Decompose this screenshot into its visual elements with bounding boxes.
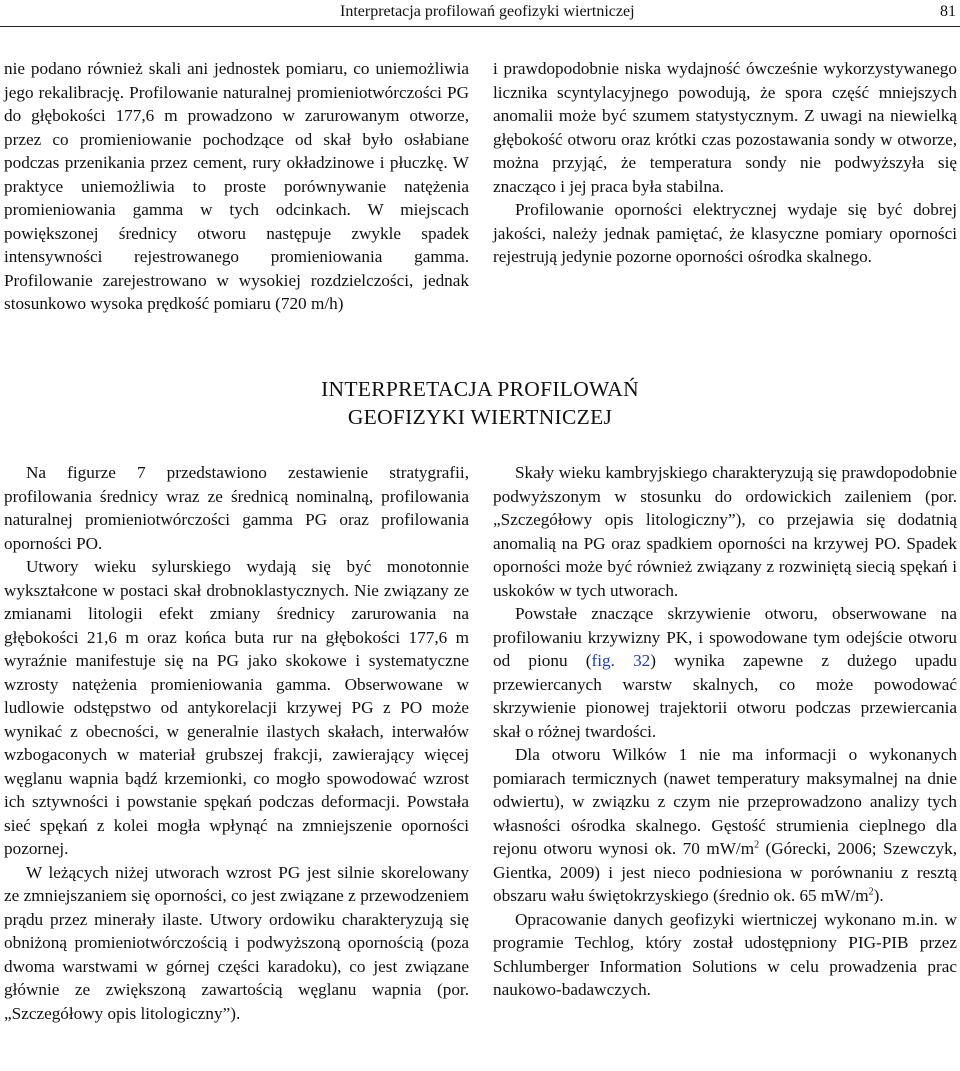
paragraph-text: Powstałe znaczące skrzywienie otworu, obserwowane na profilowaniu krzywizny PK, i spowodowane tym odejście otworu od pionu ( [493, 604, 957, 670]
top-left-column [4, 57, 469, 316]
paragraph: Na figurze 7 przedstawiono zestawienie stratygrafii, profilowania średnicy wraz ze średnicą nominalną, profilowania naturalnej promieniotwórczości gamma PG oraz profilowania oporności PO. [4, 463, 469, 553]
paragraph [493, 743, 957, 908]
superscript: 2 [868, 886, 874, 898]
paragraph [493, 602, 957, 743]
running-title: Interpretacja profilowań geofizyki wiertniczej [340, 3, 635, 20]
section-heading-line-1: INTERPRETACJA PROFILOWAŃ [321, 377, 639, 401]
paragraph-text: ) wynika zapewne z dużego upadu przewiercanych warstw skalnych, co może powodować skrzywienie pionowej trajektorii otworu podczas przewiercania skał o różnej twardości. [493, 651, 958, 741]
paragraph-text: Dla otworu Wilków 1 nie ma informacji o wykonanych pomiarach termicznych (nawet temperatury maksymalnej na dnie odwiertu), w związku z czym nie przeprowadzono analizy tych własności ośrodka skalnego. Gęstość strumienia cieplnego dla rejonu otworu wynosi ok. 70 mW/m [493, 745, 957, 858]
paragraph-text: (Górecki, 2006; Szewczyk, Gientka, 2009) i jest nieco podniesiona w porównaniu z resztą obszaru wału świętokrzyskiego (średnio ok. 65 mW/m [493, 839, 957, 905]
paragraph: Skały wieku kambryjskiego charakteryzują się prawdopodobnie podwyższonym w stosunku do ordowickich zaileniem (por. „Szczegółowy opis litologiczny”), co przejawia się dodatnią anomalią na PG oraz spadkiem oporności na krzywej PO. Spadek oporności może być również związany z rozwiniętą siecią spękań i uskoków w tych utworach. [493, 463, 957, 600]
page-number: 81 [940, 3, 956, 20]
section-heading [0, 375, 960, 431]
figure-reference-link[interactable]: fig. 32 [591, 651, 651, 670]
paragraph: Utwory wieku sylurskiego wydają się być monotonnie wykształcone w postaci skał drobnoklastycznych. Nie związany ze zmianami litologii efekt zmiany średnicy zarurowania na głębokości 21,6 m oraz końca buta rur na głębokości 177,6 m wyraźnie manifestuje się na PG jako skokowe i systematyczne wzrosty natężenia promieniowania gamma. Obserwowane w ludlowie odstępstwo od antykorelacji krzywej PG z PO może wynikać z obecności, w generalnie ilastych skałach, interwałów wzbogaconych w materiał grubszej frakcji, zawierający więcej węglanu wapnia bądź krzemionki, co mogło spowodować wzrost ich sztywności i powstanie spękań podczas deformacji. Powstała sieć spękań z kolei mogła wpłynąć na zmniejszenie oporności pozornej. [4, 557, 469, 858]
paragraph: W leżących niżej utworach wzrost PG jest silnie skorelowany ze zmniejszaniem się oporności, co jest związane z przewodzeniem prądu przez minerały ilaste. Utwory ordowiku charakteryzują się obniżoną promieniotwórczością i podwyższoną opornością (poza dwoma warstwami w górnej części karadoku), co jest związane głównie ze zwiększoną zawartością węglanu wapnia (por. „Szczegółowy opis litologiczny”). [4, 862, 469, 1023]
bottom-left-column [4, 461, 469, 1025]
paragraph: i prawdopodobnie niska wydajność ówcześnie wykorzystywanego licznika scyntylacyjnego powodują, że spora część mniejszych anomalii może być szumem statystycznym. Z uwagi na niewielką głębokość otworu oraz krótki czas pozostawania sondy w otworze, można przyjąć, że temperatura sondy nie podwyższyła się znacząco i jej praca była stabilna. [493, 59, 957, 196]
paragraph: Opracowanie danych geofizyki wiertniczej wykonano m.in. w programie Techlog, który został udostępniony PIG-PIB przez Schlumberger Information Solutions w celu prowadzenia prac naukowo-badawczych. [493, 909, 957, 999]
paragraph: Profilowanie oporności elektrycznej wydaje się być dobrej jakości, należy jednak pamiętać, że klasyczne pomiary oporności rejestrują jedynie pozorne oporności ośrodka skalnego. [493, 200, 957, 266]
paragraph-text: ). [873, 886, 884, 905]
paragraph: nie podano również skali ani jednostek pomiaru, co uniemożliwia jego rekalibrację. Profilowanie naturalnej promieniotwórczości PG do głębokości 177,6 m prowadzono w zarurowanym otworze, przez co promieniowanie pochodzące od skał było osłabiane podczas przenikania przez cement, rury okładzinowe i płuczkę. W praktyce uniemożliwia to proste porównywanie natężenia promieniowania gamma w tych odcinkach. W miejscach powiększonej średnicy otworu następuje zwykle spadek intensywności rejestrowanego promieniowania gamma. Profilowanie zarejestrowano w wysokiej rozdzielczości, jednak stosunkowo wysoka prędkość pomiaru (720 m/h) [4, 59, 469, 313]
top-right-column [493, 57, 957, 269]
superscript: 2 [754, 839, 760, 851]
bottom-right-column [493, 461, 957, 1002]
page-header [0, 0, 960, 27]
section-heading-line-2: GEOFIZYKI WIERTNICZEJ [347, 405, 613, 429]
